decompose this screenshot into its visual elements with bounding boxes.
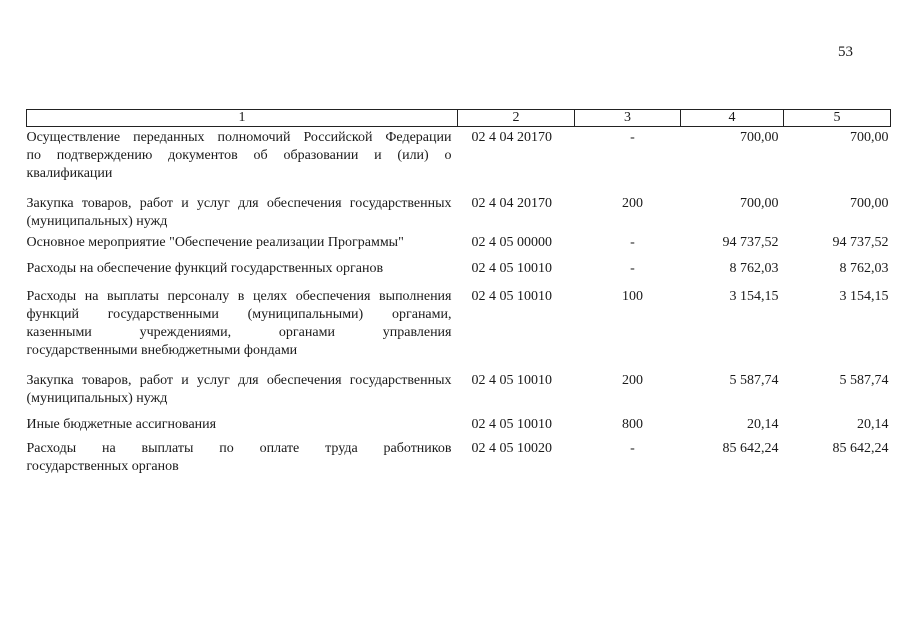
table-row [27,438,891,476]
row-expense-type: - [630,235,635,250]
header-col-5: 5 [784,110,891,127]
row-expense-type: 800 [622,417,643,432]
row-name [27,259,458,287]
row-name-line: Расходы на выплаты по оплате труда работников [26,441,452,456]
row-code: 02 4 04 20170 [471,130,552,145]
table-row [27,287,891,370]
row-code: 02 4 05 10010 [471,289,552,304]
row-name-line: Закупка товаров, работ и услуг для обеспечения государственных [26,373,452,388]
row-code: 02 4 05 10010 [471,417,552,432]
table-row [27,259,891,287]
header-col-3: 3 [575,110,681,127]
row-name [27,438,458,476]
row-amount-col5: 5 587,74 [839,373,889,388]
budget-table [26,109,891,476]
row-expense-type: - [630,261,635,276]
row-name-line: государственных органов [26,459,179,474]
row-name-line: Осуществление переданных полномочий Российской Федерации [26,130,452,145]
row-amount-col5: 700,00 [850,130,889,145]
row-name-line: (муниципальных) нужд [26,214,168,229]
row-code: 02 4 04 20170 [471,196,552,211]
row-name-line: (муниципальных) нужд [26,391,168,406]
row-code: 02 4 05 10020 [471,441,552,456]
table-row [27,415,891,438]
header-col-2: 2 [458,110,575,127]
row-amount-col5: 700,00 [850,196,889,211]
row-expense-type: - [630,441,635,456]
row-name-line: Расходы на обеспечение функций государственных органов [26,261,384,276]
row-name-line: по подтверждению документов об образовании и (или) о [26,148,452,163]
row-name [27,287,458,370]
row-amount-col5: 8 762,03 [839,261,889,276]
row-amount-col4: 5 587,74 [729,373,779,388]
row-amount-col4: 85 642,24 [722,441,779,456]
row-name-line: функций государственными (муниципальными) органами, [26,307,452,322]
row-name [27,370,458,415]
row-amount-col4: 700,00 [740,196,779,211]
row-name-line: квалификации [26,166,113,181]
table-row [27,191,891,231]
row-expense-type: - [630,130,635,145]
row-name-line: казенными учреждениями, органами управления [26,325,452,340]
row-amount-col5: 94 737,52 [832,235,889,250]
row-name-line: Основное мероприятие "Обеспечение реализации Программы" [26,235,404,250]
row-amount-col4: 94 737,52 [722,235,779,250]
table-row [27,370,891,415]
table-row [27,231,891,259]
row-expense-type: 200 [622,196,643,211]
table-header [27,110,891,127]
row-name [27,127,458,192]
row-expense-type: 100 [622,289,643,304]
row-name-line: государственными внебюджетными фондами [26,343,298,358]
table-row [27,127,891,192]
row-amount-col4: 3 154,15 [729,289,779,304]
row-name [27,191,458,231]
row-amount-col5: 20,14 [857,417,889,432]
row-amount-col5: 3 154,15 [839,289,889,304]
row-code: 02 4 05 10010 [471,261,552,276]
row-expense-type: 200 [622,373,643,388]
row-amount-col4: 8 762,03 [729,261,779,276]
header-col-4: 4 [681,110,784,127]
header-col-1: 1 [27,110,458,127]
row-name [27,415,458,438]
row-name-line: Иные бюджетные ассигнования [26,417,217,432]
row-code: 02 4 05 10010 [471,373,552,388]
row-code: 02 4 05 00000 [471,235,552,250]
row-name-line: Закупка товаров, работ и услуг для обеспечения государственных [26,196,452,211]
page-number: 53 [838,44,853,60]
row-amount-col4: 20,14 [747,417,779,432]
row-amount-col5: 85 642,24 [832,441,889,456]
table-body [27,127,891,477]
row-name [27,231,458,259]
row-name-line: Расходы на выплаты персоналу в целях обеспечения выполнения [26,289,452,304]
row-amount-col4: 700,00 [740,130,779,145]
